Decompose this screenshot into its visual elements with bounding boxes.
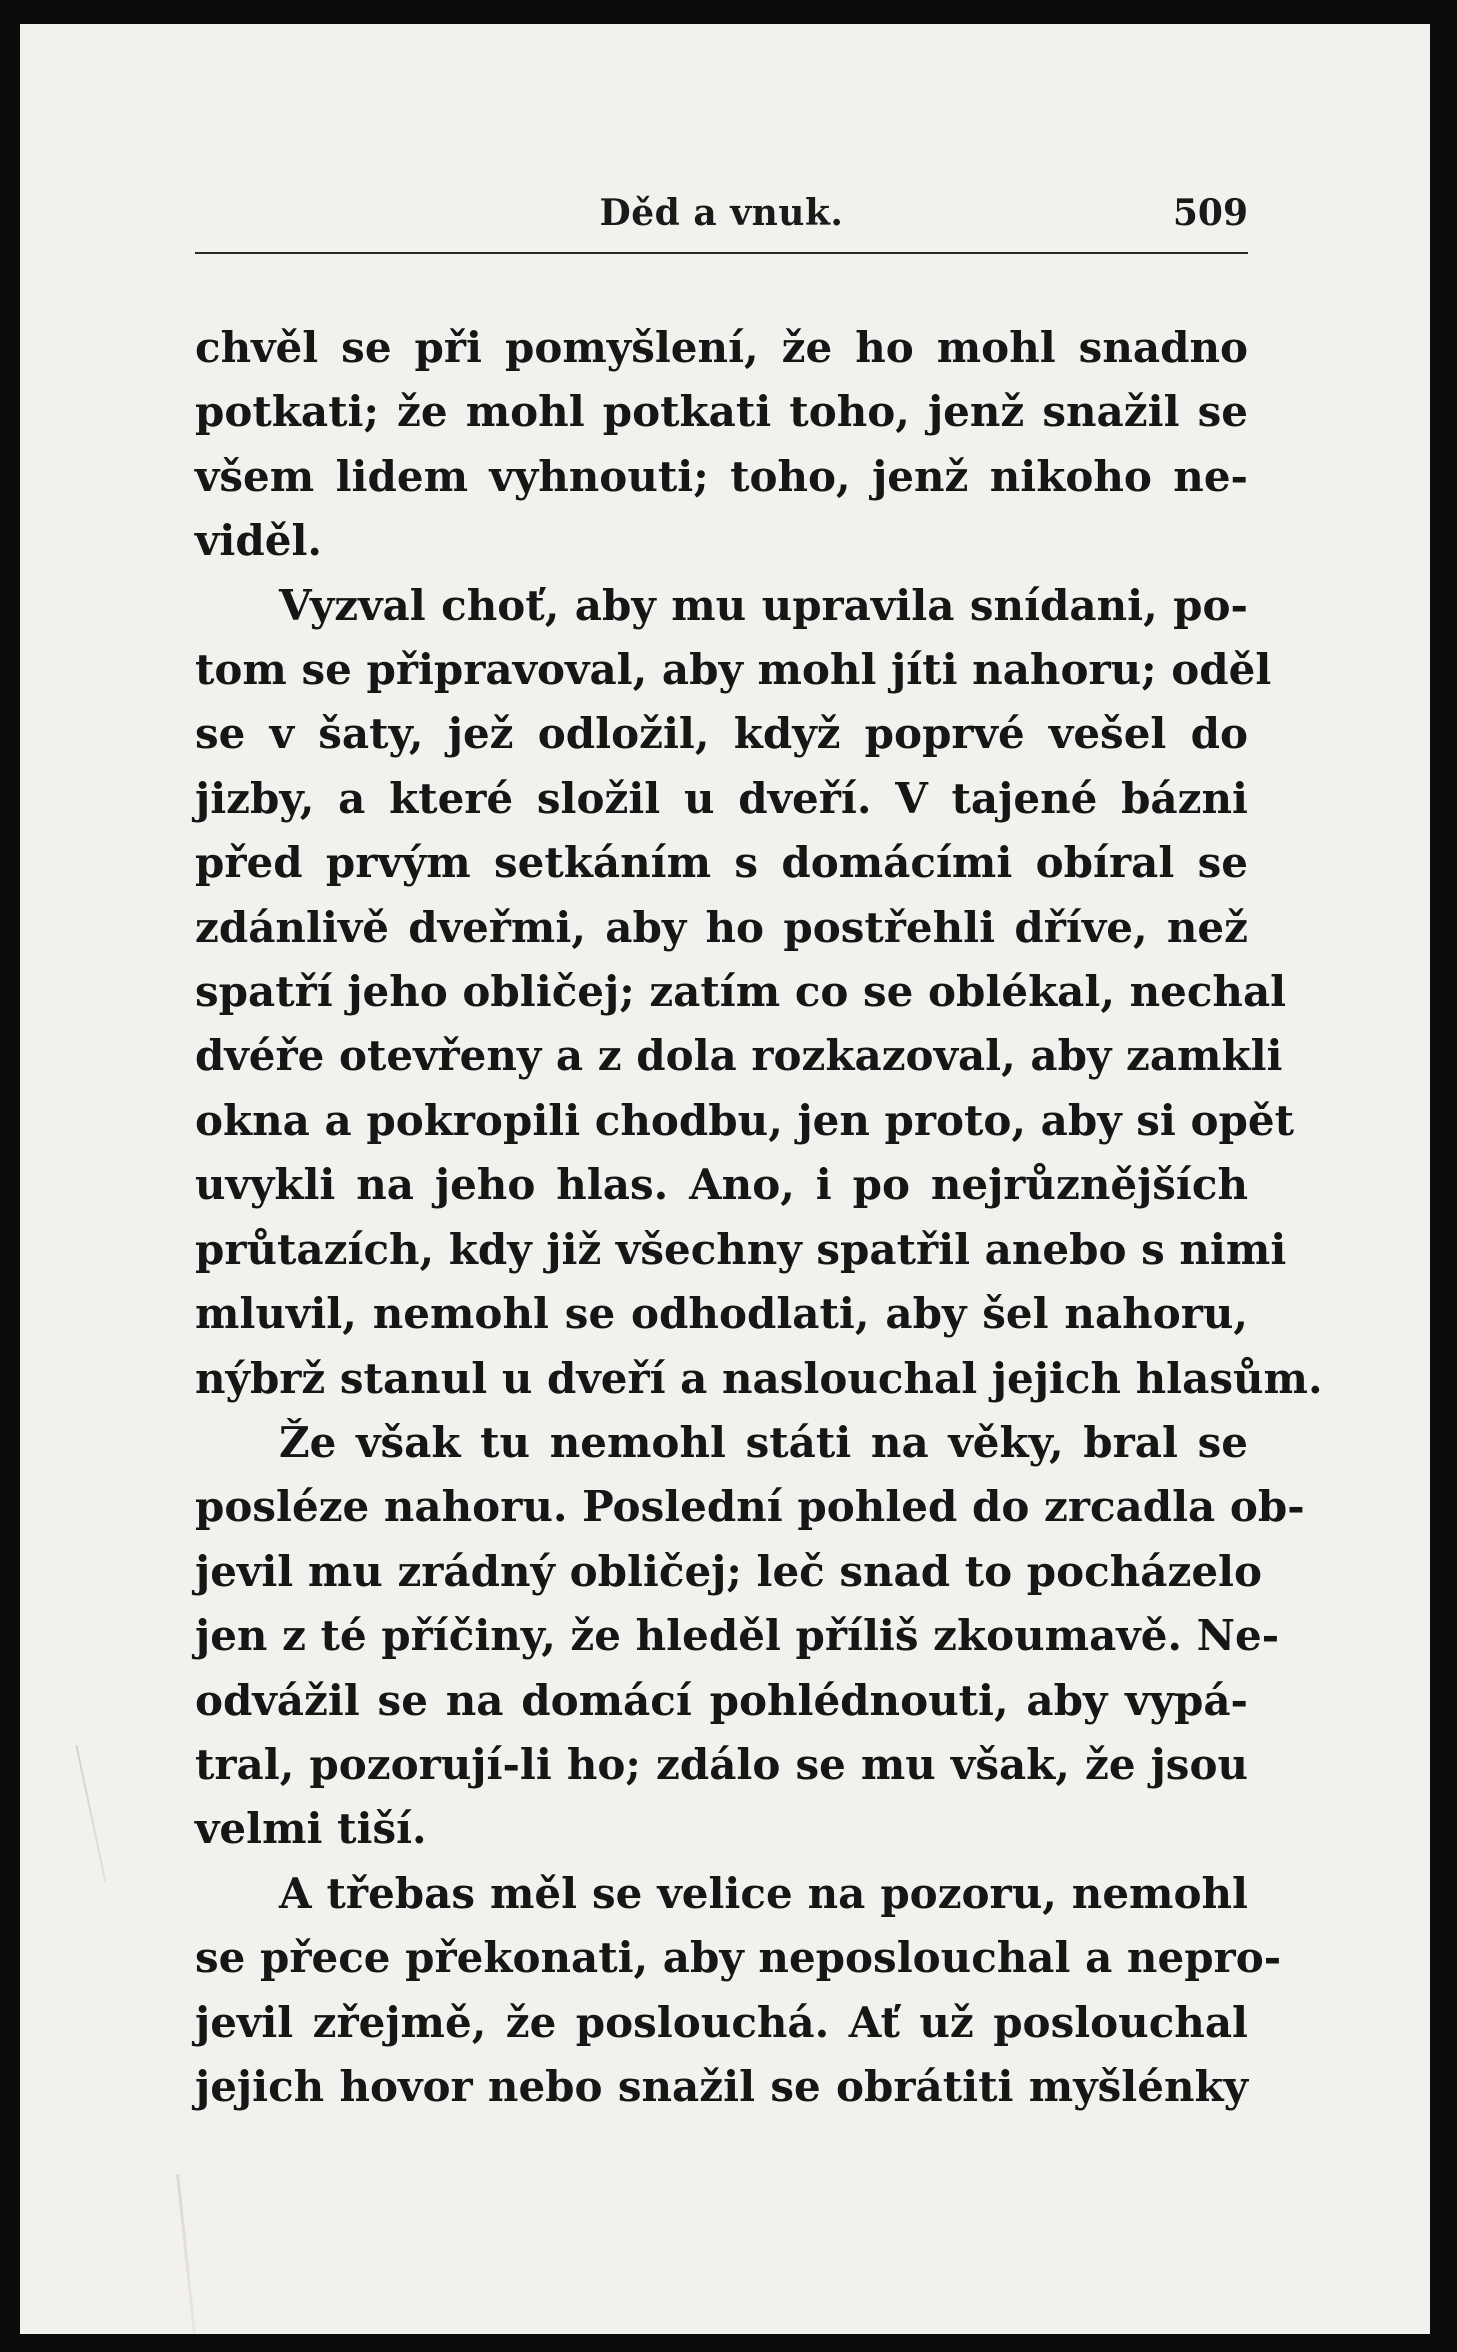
text-line: spatří jeho obličej; zatím co se oblékal, nechal xyxy=(195,967,1287,1017)
text-line: Že však tu nemohl státi na věky, bral se xyxy=(279,1417,1248,1467)
running-header xyxy=(195,184,1248,254)
text-line: tom se připravoval, aby mohl jíti nahoru; oděl xyxy=(195,645,1272,695)
text-line: Vyzval choť, aby mu upravila snídani, po- xyxy=(279,580,1248,630)
text-line: tral, pozorují-li ho; zdálo se mu však, že jsou xyxy=(195,1739,1248,1789)
body-text xyxy=(195,316,1323,2119)
text-line: velmi tiší. xyxy=(195,1804,427,1854)
text-line: všem lidem vyhnouti; toho, jenž nikoho ne- xyxy=(195,451,1248,501)
text-line: jejich hovor nebo snažil se obrátiti myšlénky xyxy=(195,2061,1248,2111)
page-number: 509 xyxy=(1172,192,1248,234)
text-line: odvážil se na domácí pohlédnouti, aby vypá- xyxy=(195,1675,1248,1725)
text-line: jen z té příčiny, že hleděl příliš zkoumavě. Ne- xyxy=(195,1611,1280,1661)
chapter-title: Děd a vnuk. xyxy=(599,192,844,234)
book-page xyxy=(20,24,1430,2334)
text-line: chvěl se při pomyšlení, že ho mohl snadno xyxy=(195,323,1248,372)
text-line: jevil zřejmě, že poslouchá. Ať už poslouchal xyxy=(195,1997,1248,2047)
text-line: se v šaty, jež odložil, když poprvé vešel do xyxy=(195,709,1248,759)
text-line: posléze nahoru. Poslední pohled do zrcadla ob- xyxy=(195,1482,1305,1532)
text-line: jevil mu zrádný obličej; leč snad to pocházelo xyxy=(195,1546,1263,1596)
text-line: okna a pokropili chodbu, jen proto, aby si opět xyxy=(195,1095,1295,1145)
text-line: A třebas měl se velice na pozoru, nemohl xyxy=(279,1868,1248,1918)
text-line: zdánlivě dveřmi, aby ho postřehli dříve, než xyxy=(195,902,1248,952)
text-line: dvéře otevřeny a z dola rozkazoval, aby zamkli xyxy=(195,1031,1283,1081)
text-line: potkati; že mohl potkati toho, jenž snažil se xyxy=(195,387,1248,437)
text-line: uvykli na jeho hlas. Ano, i po nejrůznějších xyxy=(195,1160,1248,1210)
text-line: průtazích, kdy již všechny spatřil anebo s nimi xyxy=(195,1224,1287,1274)
text-line: před prvým setkáním s domácími obíral se xyxy=(195,838,1248,888)
text-line: nýbrž stanul u dveří a naslouchal jejich hlasům. xyxy=(195,1353,1323,1403)
text-line: se přece překonati, aby neposlouchal a nepro- xyxy=(195,1933,1282,1983)
text-line: jizby, a které složil u dveří. V tajené bázni xyxy=(195,773,1248,823)
text-line: viděl. xyxy=(195,516,323,566)
text-line: mluvil, nemohl se odhodlati, aby šel nahoru, xyxy=(195,1289,1248,1339)
